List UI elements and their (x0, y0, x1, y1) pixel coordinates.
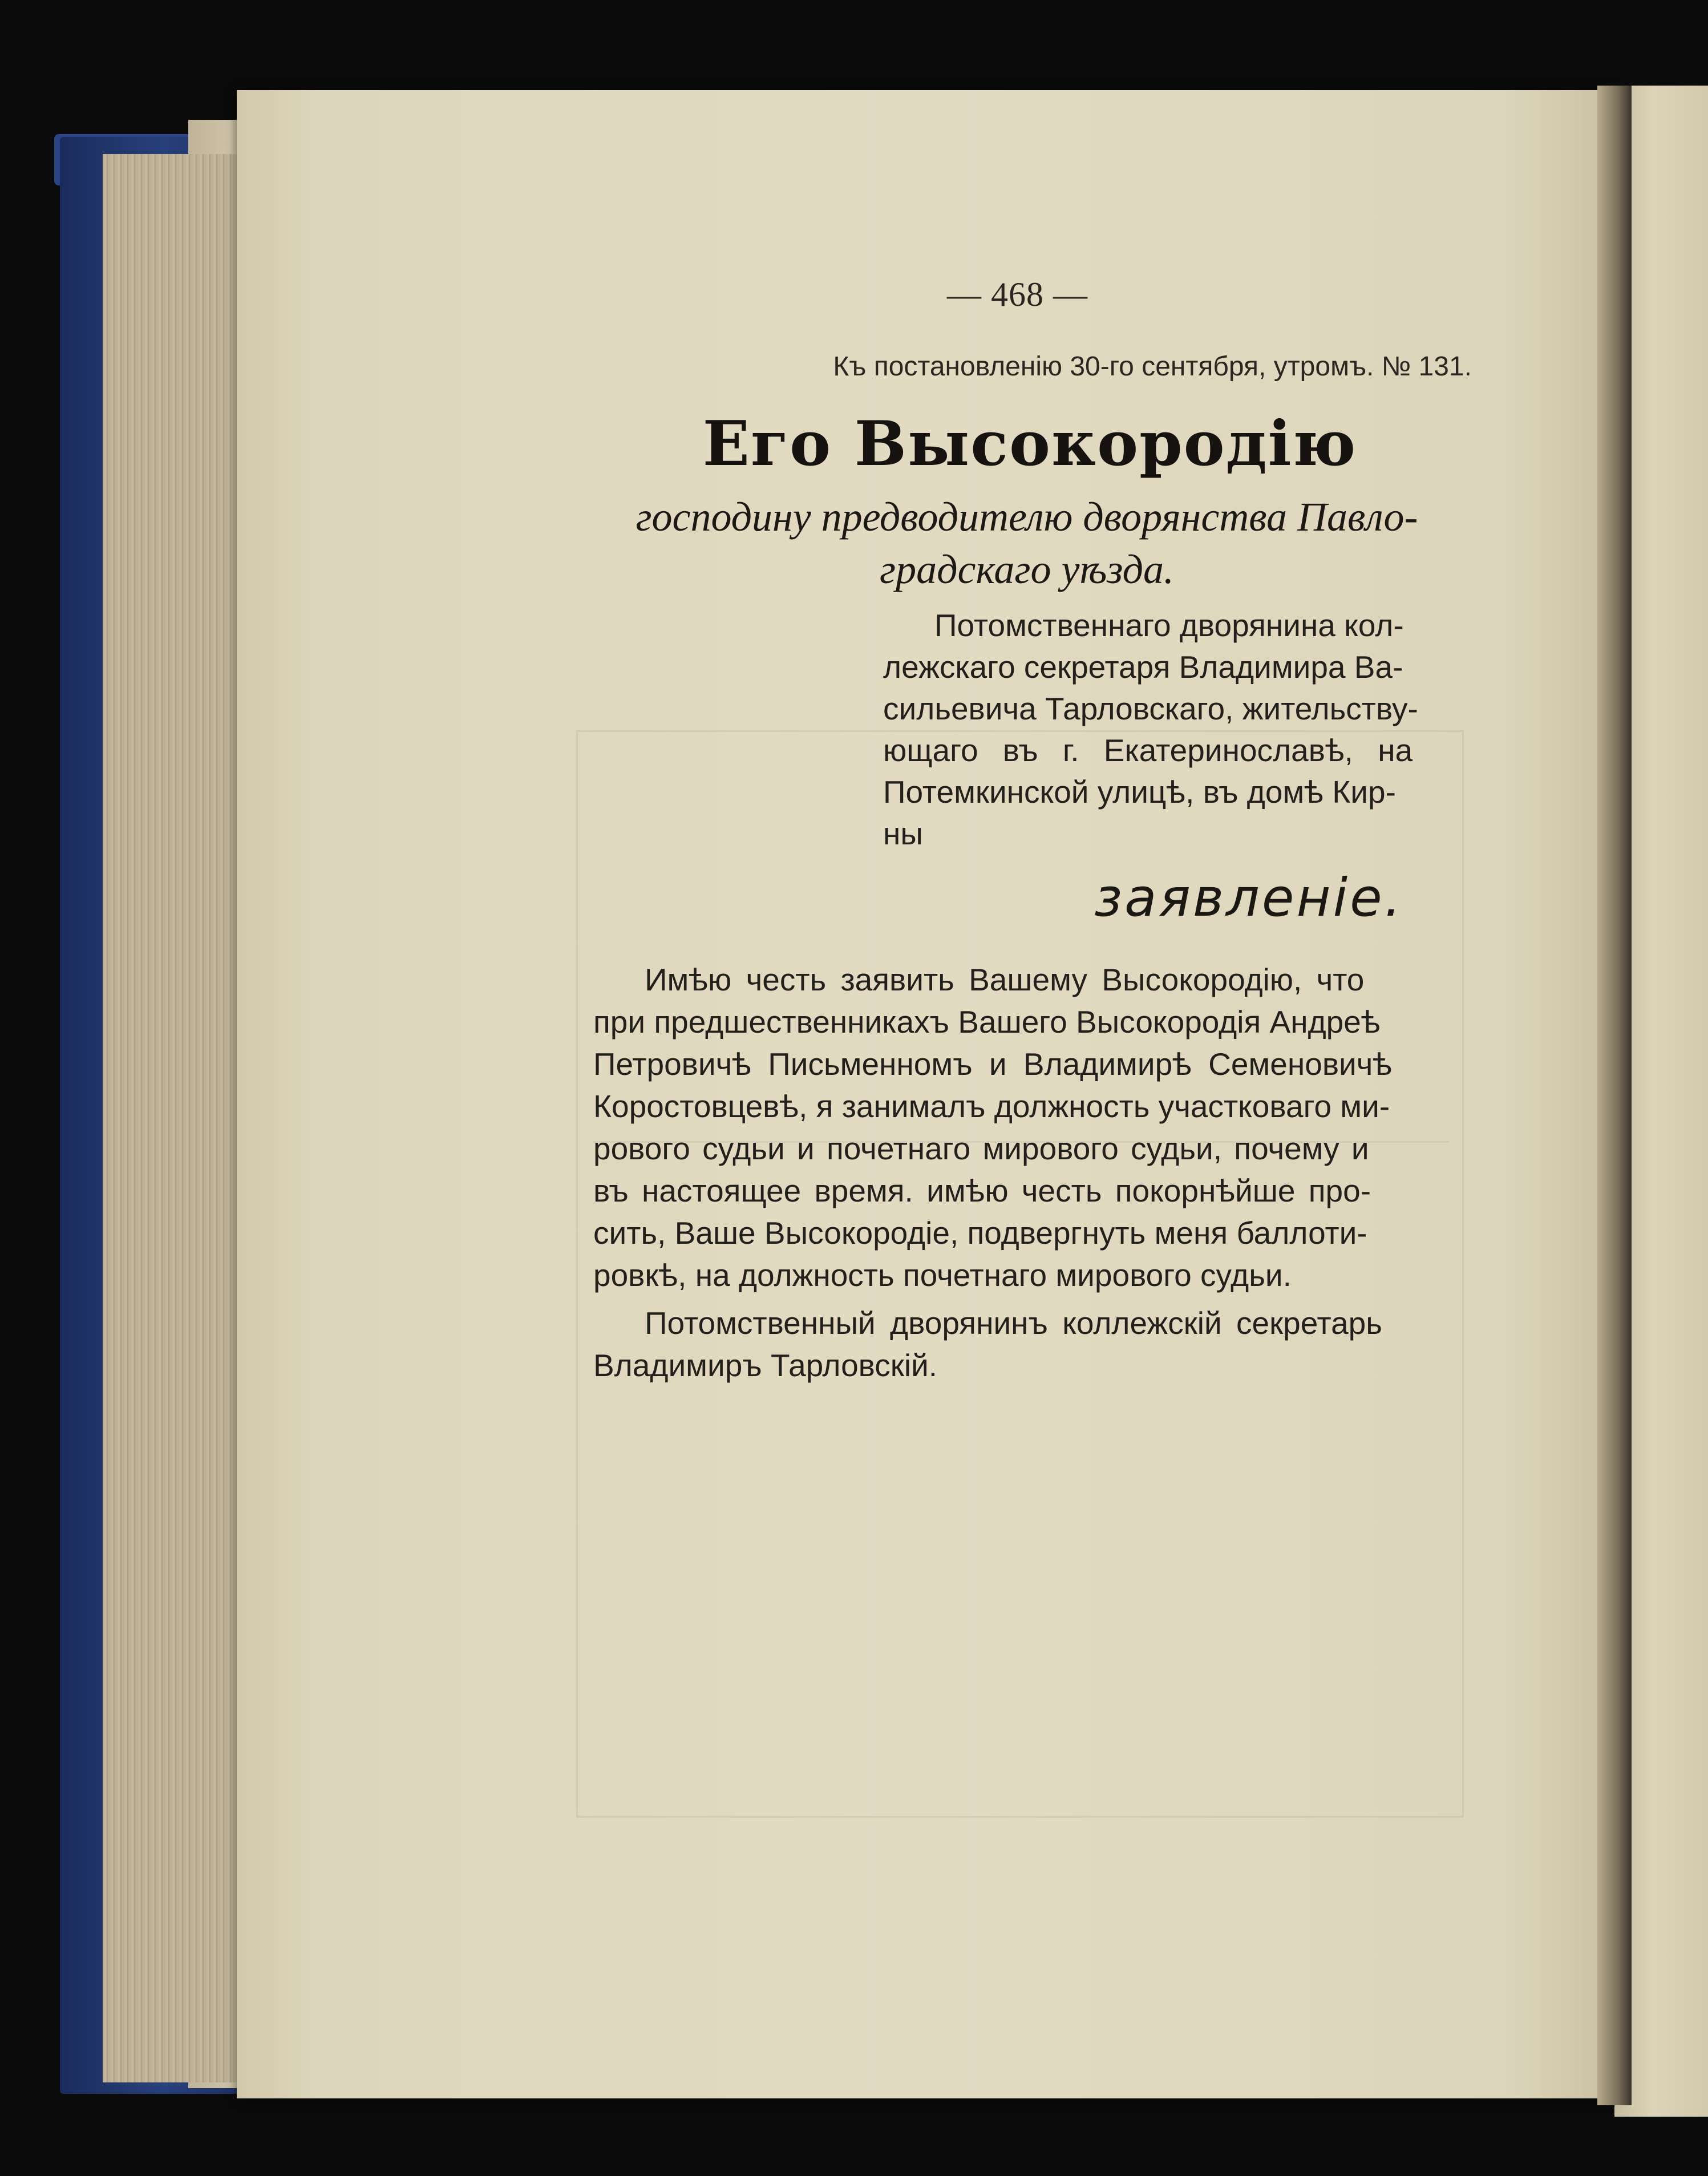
sender-line: Потемкинской улицѣ, въ домѣ Кир- (883, 774, 1396, 810)
body-line: при предшественникахъ Вашего Высокородія Андреѣ (593, 1004, 1381, 1040)
book-gutter (1597, 86, 1632, 2105)
document-title: заявленіе. (1094, 867, 1403, 928)
sender-line: ны (883, 816, 923, 851)
sender-line: лежскаго секретаря Владимира Ва- (883, 649, 1403, 685)
sender-line: Потомственнаго дворянина кол- (934, 608, 1404, 643)
resolution-reference: Къ постановленію 30-го сентября, утромъ. № 131. (833, 351, 1472, 382)
sender-line: сильевича Тарловскаго, жительству- (883, 691, 1418, 726)
sender-block (883, 605, 1465, 855)
body-line: въ настоящее время. имѣю честь покорнѣйше про- (593, 1173, 1371, 1208)
body-line: ровкѣ, на должность почетнаго мирового судьи. (593, 1257, 1292, 1293)
page-stack-edges (103, 154, 253, 2082)
body-line: Коростовцевѣ, я занималъ должность участковаго ми- (593, 1089, 1390, 1124)
sender-line: ющаго въ г. Екатеринославѣ, на (883, 733, 1413, 768)
body-line: рового судьи и почетнаго мирового судьи, почему и (593, 1131, 1369, 1166)
statement-body (593, 958, 1466, 1386)
body-line: сить, Ваше Высокородіе, подвергнуть меня баллоти- (593, 1215, 1367, 1251)
page-number: — 468 — (947, 276, 1088, 313)
body-line: Имѣю честь заявить Вашему Высокородію, что (645, 962, 1365, 997)
body-line: Петровичѣ Письменномъ и Владимирѣ Семеновичѣ (593, 1046, 1393, 1082)
address-line: градскаго уѣзда. (880, 547, 1174, 592)
body-line: Потомственный дворянинъ коллежскій секретарь (645, 1305, 1382, 1341)
address-title: Его Высокородію (702, 408, 1357, 480)
body-line: Владимиръ Тарловскій. (593, 1348, 938, 1383)
address-recipient (582, 491, 1472, 596)
address-line: господину предводителю дворянства Павло- (636, 494, 1418, 540)
